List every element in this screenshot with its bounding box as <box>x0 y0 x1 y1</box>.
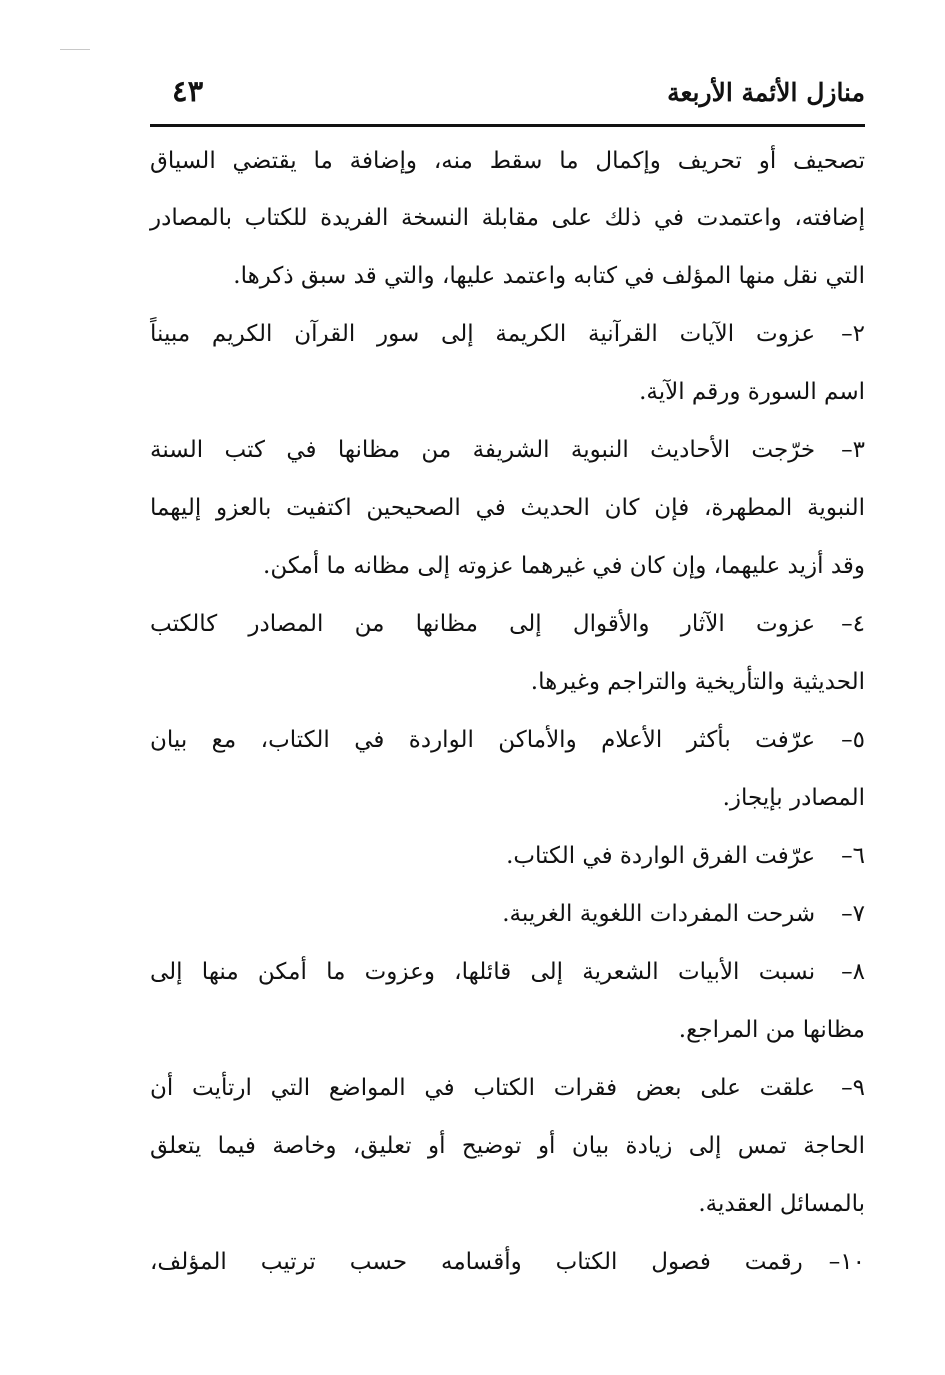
header-title: منازل الأئمة الأربعة <box>667 78 865 107</box>
line-text: المصادر بإيجاز. <box>722 785 865 811</box>
line-text: عرّفت الفرق الواردة في الكتاب. <box>506 843 816 869</box>
text-line <box>150 132 865 190</box>
line-text: رقمت فصول الكتاب وأقسامه حسب ترتيب المؤلف، <box>150 1249 803 1275</box>
line-text: الحديثية والتأريخية والتراجم وغيرها. <box>530 669 865 695</box>
item-number: ٥– <box>841 727 865 753</box>
item-number: ٨– <box>841 959 865 985</box>
item-number: ٣– <box>841 437 865 463</box>
text-line <box>150 537 865 595</box>
line-text: تصحيف أو تحريف وإكمال ما سقط منه، وإضافة ما يقتضي السياق <box>150 148 865 174</box>
header-rule <box>150 124 865 127</box>
text-line <box>150 653 865 711</box>
line-text: عرّفت بأكثر الأعلام والأماكن الواردة في الكتاب، مع بيان <box>150 727 816 753</box>
line-text: عزوت الآثار والأقوال إلى مظانها من المصادر كالكتب <box>150 611 816 637</box>
text-line <box>150 1059 865 1117</box>
line-text: عزوت الآيات القرآنية الكريمة إلى سور القرآن الكريم مبيناً <box>150 321 816 347</box>
text-line <box>150 1175 865 1233</box>
text-line <box>150 247 865 305</box>
page-number: ٤٣ <box>172 74 204 108</box>
text-line <box>150 595 865 653</box>
line-text: بالمسائل العقدية. <box>698 1191 865 1217</box>
text-line <box>150 943 865 1001</box>
line-text: خرّجت الأحاديث النبوية الشريفة من مظانها في كتب السنة <box>150 437 816 463</box>
corner-mark <box>60 49 90 50</box>
item-number: ٤– <box>841 611 865 637</box>
item-number: ٢– <box>841 321 865 347</box>
line-text: وقد أزيد عليهما، وإن كان في غيرهما عزوته إلى مظانه ما أمكن. <box>263 553 865 579</box>
text-line <box>150 421 865 479</box>
item-number: ١٠– <box>828 1249 865 1275</box>
text-line <box>150 363 865 421</box>
text-line <box>150 1117 865 1175</box>
text-line <box>150 305 865 363</box>
text-line <box>150 479 865 537</box>
line-text: مظانها من المراجع. <box>678 1017 865 1043</box>
line-text: اسم السورة ورقم الآية. <box>639 379 865 405</box>
item-number: ٦– <box>841 843 865 869</box>
text-line <box>150 769 865 827</box>
text-line <box>150 1001 865 1059</box>
text-line <box>150 827 865 885</box>
line-text: الحاجة تمس إلى زيادة بيان أو توضيح أو تعليق، وخاصة فيما يتعلق <box>150 1133 865 1159</box>
text-line <box>150 189 865 247</box>
text-line <box>150 885 865 943</box>
text-line <box>150 711 865 769</box>
line-text: النبوية المطهرة، فإن كان الحديث في الصحيحين اكتفيت بالعزو إليهما <box>150 495 865 521</box>
line-text: شرحت المفردات اللغوية الغريبة. <box>502 901 816 927</box>
text-line <box>150 1233 865 1291</box>
line-text: إضافته، واعتمدت في ذلك على مقابلة النسخة الفريدة للكتاب بالمصادر <box>150 205 865 231</box>
item-number: ٩– <box>841 1075 865 1101</box>
line-text: التي نقل منها المؤلف في كتابه واعتمد عليها، والتي قد سبق ذكرها. <box>233 263 865 289</box>
line-text: نسبت الأبيات الشعرية إلى قائلها، وعزوت ما أمكن منها إلى <box>150 959 816 985</box>
item-number: ٧– <box>841 901 865 927</box>
line-text: علقت على بعض فقرات الكتاب في المواضع التي ارتأيت أن <box>150 1075 816 1101</box>
running-header <box>150 72 865 122</box>
